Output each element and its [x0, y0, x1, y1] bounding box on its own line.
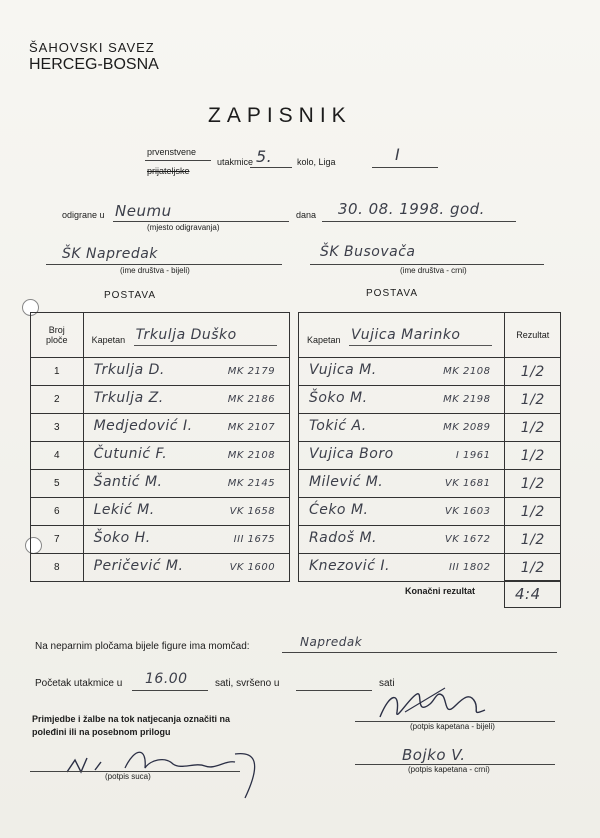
venue-value: Neumu [115, 202, 172, 220]
league-underline [372, 167, 438, 168]
board-result: 1/2 [505, 386, 561, 414]
black-player: Vujica M. [308, 362, 377, 378]
venue-caption: (mjesto odigravanja) [147, 223, 220, 232]
sati-label: sati [379, 678, 395, 689]
black-club-underline [310, 264, 544, 265]
board-number: 8 [31, 554, 84, 582]
black-rating: MK 2108 [443, 366, 491, 377]
white-captain-signature [375, 682, 495, 726]
board-number: 7 [31, 526, 84, 554]
white-captain-signature-caption: (potpis kapetana - bijeli) [410, 722, 495, 731]
white-player: Trkulja D. [93, 362, 165, 378]
board-number: 1 [31, 358, 84, 386]
table-row [31, 526, 561, 554]
white-player: Medjedović I. [93, 418, 193, 434]
black-player: Knezović I. [308, 558, 390, 574]
match-type-divider [145, 160, 211, 161]
black-captain-signature-caption: (potpis kapetana - crni) [408, 765, 490, 774]
board-result: 1/2 [505, 442, 561, 470]
document-title: ZAPISNIK [208, 104, 352, 127]
end-underline [296, 690, 372, 691]
board-number: 5 [31, 470, 84, 498]
match-type-option-1: prvenstvene [147, 147, 197, 157]
date-value: 30. 08. 1998. god. [338, 200, 485, 218]
board-number: 6 [31, 498, 84, 526]
black-player: Radoš M. [308, 530, 377, 546]
board-result: 1/2 [505, 414, 561, 442]
black-captain-name: Vujica Marinko [350, 327, 461, 343]
black-rating: VK 1672 [444, 534, 491, 545]
black-club-caption: (ime društva - crni) [400, 266, 467, 275]
odd-boards-underline [282, 652, 557, 653]
final-result-label: Konačni rezultat [405, 586, 476, 596]
remarks-line-1: Primjedbe i žalbe na tok natjecanja označiti na [32, 714, 231, 724]
white-club-caption: (ime društva - bijeli) [120, 266, 190, 275]
final-result-value: 4:4 [515, 585, 541, 603]
board-number: 2 [31, 386, 84, 414]
white-rating: VK 1600 [229, 562, 276, 573]
table-row [31, 442, 561, 470]
date-underline [322, 221, 516, 222]
table-row [31, 498, 561, 526]
final-result-box [504, 580, 561, 608]
white-player: Peričević M. [93, 558, 184, 574]
table-row [31, 470, 561, 498]
black-player: Milević M. [308, 474, 384, 490]
round-value: 5. [256, 147, 273, 166]
white-rating: MK 2179 [227, 366, 276, 377]
postava-black-label: POSTAVA [366, 288, 419, 299]
white-player: Čutunić F. [93, 446, 168, 462]
venue-label: odigrane u [62, 210, 105, 220]
start-underline [132, 690, 208, 691]
result-header: Rezultat [505, 313, 561, 358]
judge-signature-caption: (potpis suca) [105, 772, 151, 781]
venue-underline [113, 221, 289, 222]
board-number: 3 [31, 414, 84, 442]
board-result: 1/2 [505, 554, 561, 582]
black-rating: MK 2089 [443, 422, 491, 433]
board-number-header: Broj ploče [31, 313, 84, 358]
white-rating: MK 2145 [227, 478, 276, 489]
board-result: 1/2 [505, 470, 561, 498]
white-captain-label: Kapetan [91, 335, 126, 345]
board-number: 4 [31, 442, 84, 470]
board-result: 1/2 [505, 498, 561, 526]
black-player: Ćeko M. [308, 502, 369, 518]
white-player: Šoko H. [93, 530, 151, 546]
round-underline [250, 167, 292, 168]
white-club-underline [46, 264, 282, 265]
white-rating: III 1675 [233, 534, 276, 545]
match-type-option-2: prijateljske [147, 166, 190, 176]
odd-boards-value: Napredak [300, 635, 363, 649]
black-rating: MK 2198 [443, 394, 491, 405]
black-player: Vujica Boro [308, 446, 394, 462]
table-header-row [31, 313, 561, 358]
black-player: Šoko M. [308, 390, 368, 406]
white-captain-underline [134, 345, 278, 346]
white-player: Lekić M. [93, 502, 155, 518]
table-row [31, 386, 561, 414]
black-rating: VK 1603 [444, 506, 491, 517]
board-result: 1/2 [505, 358, 561, 386]
table-row [31, 554, 561, 582]
org-name-line2: HERCEG-BOSNA [29, 56, 159, 73]
black-captain-underline [349, 345, 493, 346]
black-rating: I 1961 [455, 450, 491, 461]
table-row [31, 358, 561, 386]
start-label: Početak utakmice u [35, 678, 123, 689]
black-captain-label: Kapetan [306, 335, 341, 345]
white-rating: MK 2107 [227, 422, 276, 433]
black-club-value: ŠK Busovača [320, 244, 416, 260]
white-captain-cell [83, 313, 290, 358]
kolo-liga-label: kolo, Liga [297, 157, 336, 167]
remarks-line-2: poleđini ili na posebnom prilogu [32, 727, 171, 737]
black-captain-signature: Bojko V. [402, 746, 466, 764]
utakmice-label: utakmice [217, 157, 254, 167]
date-label: dana [296, 210, 317, 220]
odd-boards-label: Na neparnim pločama bijele figure ima momčad: [35, 641, 250, 652]
black-captain-cell [298, 313, 505, 358]
black-rating: VK 1681 [444, 478, 491, 489]
white-rating: VK 1658 [229, 506, 276, 517]
board-result: 1/2 [505, 526, 561, 554]
org-name-line1: ŠAHOVSKI SAVEZ [29, 40, 155, 55]
sati-svrseno-label: sati, svršeno u [215, 678, 280, 689]
white-rating: MK 2108 [227, 450, 276, 461]
white-rating: MK 2186 [227, 394, 276, 405]
table-row [31, 414, 561, 442]
white-player: Trkulja Z. [93, 390, 164, 406]
white-captain-name: Trkulja Duško [135, 327, 237, 343]
white-player: Šantić M. [93, 474, 163, 490]
white-club-value: ŠK Napredak [62, 246, 158, 262]
start-value: 16.00 [145, 671, 188, 687]
black-rating: III 1802 [448, 562, 491, 573]
lineup-table [30, 312, 561, 582]
postava-white-label: POSTAVA [104, 290, 157, 301]
league-value: I [395, 145, 401, 164]
black-player: Tokić A. [308, 418, 367, 434]
